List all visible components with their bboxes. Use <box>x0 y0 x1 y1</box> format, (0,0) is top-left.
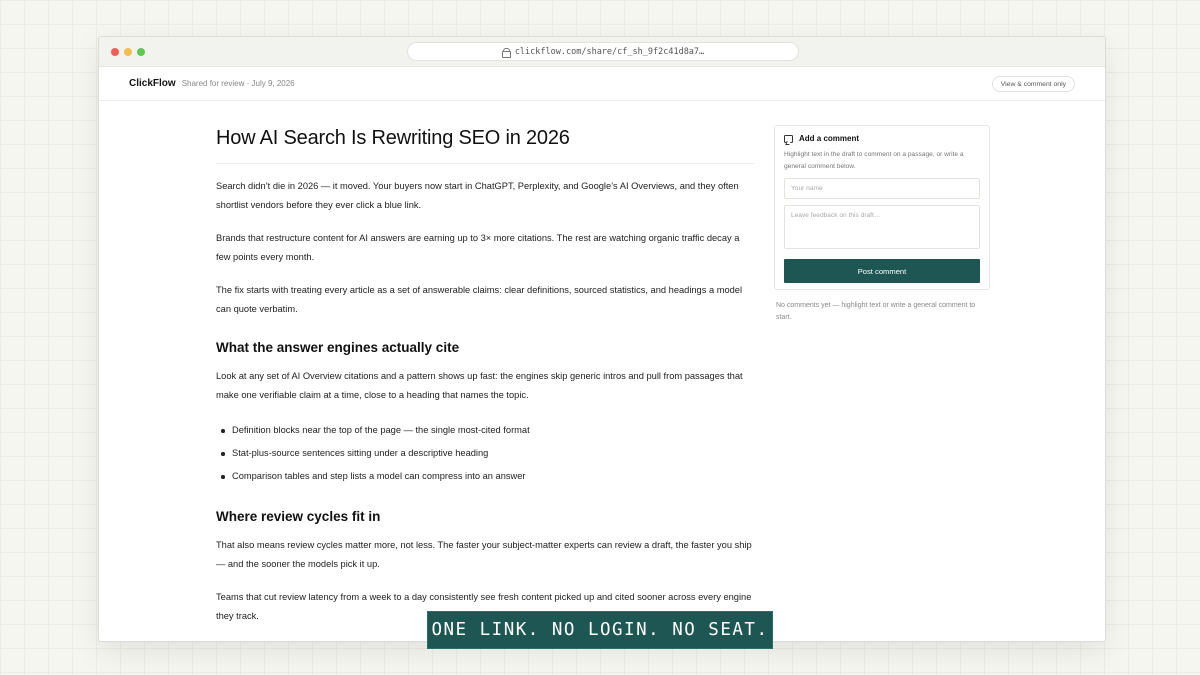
title-divider <box>216 163 754 164</box>
close-window-dot[interactable] <box>111 48 119 56</box>
article-paragraph[interactable]: Look at any set of AI Overview citations and a pattern shows up fast: the engines skip generic intros and pull from passages that make one verifiable claim at a time, close to a heading that names the topic. <box>216 371 743 400</box>
minimize-window-dot[interactable] <box>124 48 132 56</box>
article-paragraph[interactable]: Teams that cut review latency from a week to a day consistently see fresh content picked up and cited sooner across every engine they track. <box>216 592 752 621</box>
app-header <box>99 67 1105 101</box>
bullet-item[interactable]: Comparison tables and step lists a model can compress into an answer <box>216 465 754 488</box>
lock-icon <box>502 48 509 56</box>
share-meta: Shared for review · July 9, 2026 <box>181 79 295 88</box>
name-input[interactable] <box>784 178 980 199</box>
bullet-item[interactable]: Stat-plus-source sentences sitting under a descriptive heading <box>216 442 754 465</box>
comment-panel-header <box>784 134 980 143</box>
feedback-textarea[interactable] <box>784 205 980 249</box>
article-paragraph[interactable]: The fix starts with treating every article as a set of answerable claims: clear definitions, sourced statistics, and headings a model can quote verbatim. <box>216 285 743 314</box>
browser-window <box>98 36 1106 642</box>
browser-chrome <box>99 37 1105 67</box>
article-paragraph[interactable]: That also means review cycles matter more, not less. The faster your subject-matter experts can review a draft, the faster you ship — and the sooner the models pick it up. <box>216 540 752 569</box>
article-title[interactable]: How AI Search Is Rewriting SEO in 2026 <box>216 127 570 149</box>
comment-panel-title: Add a comment <box>799 134 860 143</box>
bullet-item[interactable]: Definition blocks near the top of the page — the single most-cited format <box>216 419 754 442</box>
comments-empty-state: No comments yet — highlight text or write a general comment to start. <box>776 302 976 321</box>
address-bar[interactable] <box>407 42 799 61</box>
post-comment-button[interactable]: Post comment <box>784 259 980 283</box>
bullet-list <box>216 419 754 488</box>
article-paragraph[interactable]: Search didn’t die in 2026 — it moved. Your buyers now start in ChatGPT, Perplexity, and Google’s AI Overviews, and they often shortlist vendors before they ever click a blue link. <box>216 181 739 210</box>
add-comment-panel <box>774 125 990 290</box>
comment-icon <box>784 135 793 143</box>
section-heading[interactable]: Where review cycles fit in <box>216 509 381 524</box>
comment-help-text: Highlight text in the draft to comment on a passage, or write a general comment below. <box>784 151 964 170</box>
permission-badge: View & comment only <box>992 76 1075 92</box>
address-bar-url: clickflow.com/share/cf_sh_9f2c41d8a7… <box>514 46 705 57</box>
article-body <box>216 125 754 640</box>
brand-logo[interactable]: ClickFlow <box>129 78 176 89</box>
maximize-window-dot[interactable] <box>137 48 145 56</box>
promo-banner: ONE LINK. NO LOGIN. NO SEAT. <box>427 611 773 649</box>
section-heading[interactable]: What the answer engines actually cite <box>216 340 460 355</box>
article-paragraph[interactable]: Brands that restructure content for AI answers are earning up to 3× more citations. The rest are watching organic traffic decay a few points every month. <box>216 233 740 262</box>
